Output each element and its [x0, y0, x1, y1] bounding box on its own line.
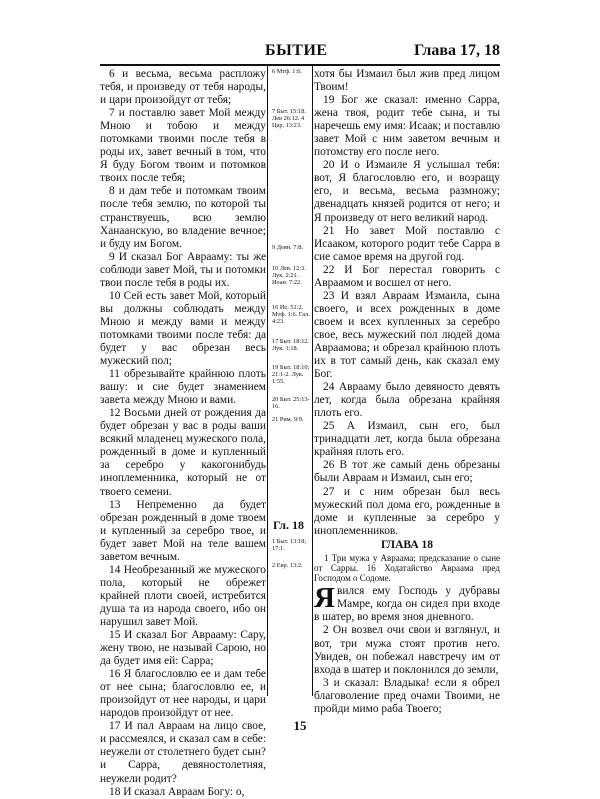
cross-reference: 20 Быт. 25:13-16.: [272, 396, 310, 411]
cross-reference: 21 Рим. 9:9.: [272, 416, 304, 423]
chapter-summary: 1 Три мужа у Авраама; предсказание о сыне от Сарры. 16 Ходатайство Авраама пред Господом о Содоме.: [314, 552, 500, 584]
column-divider-right: [312, 64, 313, 696]
verse: 17 И пал Авраам на лицо свое, и рассмеялся, и сказал сам в себе: неужели от столетнего будет сын? и Сарра, девяностолетняя, неужели родит?: [100, 720, 266, 785]
verse: 3 и сказал: Владыка! если я обрел благоволение пред очами Твоими, не пройди мимо раба Твоего;: [314, 676, 500, 715]
verse: 7 и поставлю завет Мой между Мною и тобою и между потомками твоими после тебя в роды их, завет вечный в том, что Я буду Богом твоим и потомков твоих после тебя;: [100, 107, 266, 185]
book-title: БЫТИЕ: [265, 42, 328, 59]
left-text-column: [100, 68, 266, 799]
verse: 15 И сказал Бог Аврааму: Сару, жену твою, не называй Сарою, но да будет имя ей: Сарра;: [100, 629, 266, 668]
verse: 20 И о Измаиле Я услышал тебя: вот, Я благословлю его, и возращу его, и весьма, весьма размножу; двенадцать князей родится от него; и Я произведу от него великий народ.: [314, 159, 500, 224]
right-text-column: [314, 68, 500, 716]
chapter-18-title: ГЛАВА 18: [380, 538, 434, 551]
chapter-18-marker: Гл. 18: [273, 518, 305, 532]
verse: 12 Восьми дней от рождения да будет обрезан у вас в роды ваши всякий младенец мужеского пола, рожденный в доме и купленный за серебро у какогонибудь иноплеменника, который не от твоего семени.: [100, 407, 266, 498]
cross-reference: 2 Евр. 13:2.: [272, 562, 303, 569]
verse: 27 и с ним обрезан был весь мужеский пол дома его, рожденные в доме и купленные за серебро у иноплеменников.: [314, 485, 500, 537]
cross-reference: 7 Быт. 15:18. Лев 26:12. 4 Цар. 13:23.: [272, 108, 306, 130]
verse-1: [314, 582, 500, 624]
verse: 23 И взял Авраам Измаила, сына своего, и всех рожденных в доме своем и всех купленных за серебро свое, весь мужеский пол людей дома Авраамова; и обрезал крайнюю плоть их в тот самый день, как сказал ему Бог.: [314, 289, 500, 381]
verse: 22 И Бог перестал говорить с Авраамом и восшел от него.: [314, 263, 500, 289]
cross-reference: 9 Деян. 7:8.: [272, 244, 303, 251]
verse: 13 Непременно да будет обрезан рожденный в доме твоем и купленный за серебро твое, и будет завет Мой на теле вашем заветом вечным.: [100, 498, 266, 563]
cross-reference: 6 Мтф. 1:6.: [272, 68, 302, 75]
chapter-reference: Глава 17, 18: [414, 42, 500, 59]
verse: 10 Сей есть завет Мой, который вы должны соблюдать между Мною и между вами и между потомками твоими после тебя: да будет у вас обрезан весь мужеский пол;: [100, 289, 266, 368]
verse: 2 Он возвел очи свои и взглянул, и вот, три мужа стоят против него. Увидев, он побежал навстречу им от входа в шатер и поклонился до земли,: [314, 624, 500, 676]
verse: 26 В тот же самый день обрезаны были Авраам и Измаил, сын его;: [314, 459, 500, 485]
verse: 19 Бог же сказал: именно Сарра, жена твоя, родит тебе сына, и ты наречешь ему имя: Исаак; и поставлю завет Мой с ним заветом вечным и потомству его после него.: [314, 94, 500, 159]
verse: 24 Аврааму было девяносто девять лет, когда была обрезана крайняя плоть его.: [314, 381, 500, 420]
page-header: [100, 42, 500, 64]
verse-1-text: вился ему Господь у дубравы Мамре, когда он сидел при входе в шатер, во время зноя дневного.: [314, 585, 500, 624]
verse: 9 И сказал Бог Аврааму: ты же соблюди завет Мой, ты и потомки твои после тебя в роды их.: [100, 250, 266, 289]
verse: 8 и дам тебе и потомкам твоим после тебя землю, по которой ты странствуешь, всю землю Ханаанскую, во владение вечное; и буду им Богом.: [100, 185, 266, 250]
verse: 16 Я благословлю ее и дам тебе от нее сына; благословлю ее, и произойдут от нее народы, и цари народов произойдут от нее.: [100, 668, 266, 720]
verse: 18 И сказал Авраам Богу: о,: [109, 785, 245, 798]
verse: 6 и весьма, весьма распложу тебя, и произведу от тебя народы, и цари произойдут от тебя;: [100, 68, 266, 107]
drop-cap: Я: [314, 582, 335, 615]
cross-reference: 10 Лев. 12:3. Лук. 2:21. Иоан. 7:22.: [272, 265, 306, 287]
verse: 14 Необрезанный же мужеского пола, который не обрежет крайней плоти своей, истребится душа та из народа своего, ибо он нарушил завет Мой.: [100, 563, 266, 628]
verse: 21 Но завет Мой поставлю с Исааком, которого родит тебе Сарра в сие самое время на другой год.: [314, 224, 500, 263]
verse: хотя бы Измаил был жив пред лицом Твоим!: [314, 68, 500, 94]
verse: 11 обрезывайте крайнюю плоть вашу: и сие будет знамением завета между Мною и вами.: [100, 368, 266, 407]
cross-reference: 17 Быт. 18:12. Лук. 1:18.: [272, 338, 310, 353]
header-rule: [100, 64, 500, 66]
column-divider-left: [267, 64, 268, 696]
page-number: 15: [293, 718, 307, 733]
verse: 25 А Измаил, сын его, был тринадцати лет, когда была обрезана крайняя плоть его.: [314, 420, 500, 459]
cross-reference: 1 Быт. 13:18; 17:1.: [272, 538, 307, 553]
cross-reference: 19 Быт. 18:10; 21:1-2. Лук. 1:55.: [272, 364, 310, 386]
cross-reference: 16 Ис. 51:2. Мтф. 1:6. Гал. 4:23.: [272, 304, 310, 326]
